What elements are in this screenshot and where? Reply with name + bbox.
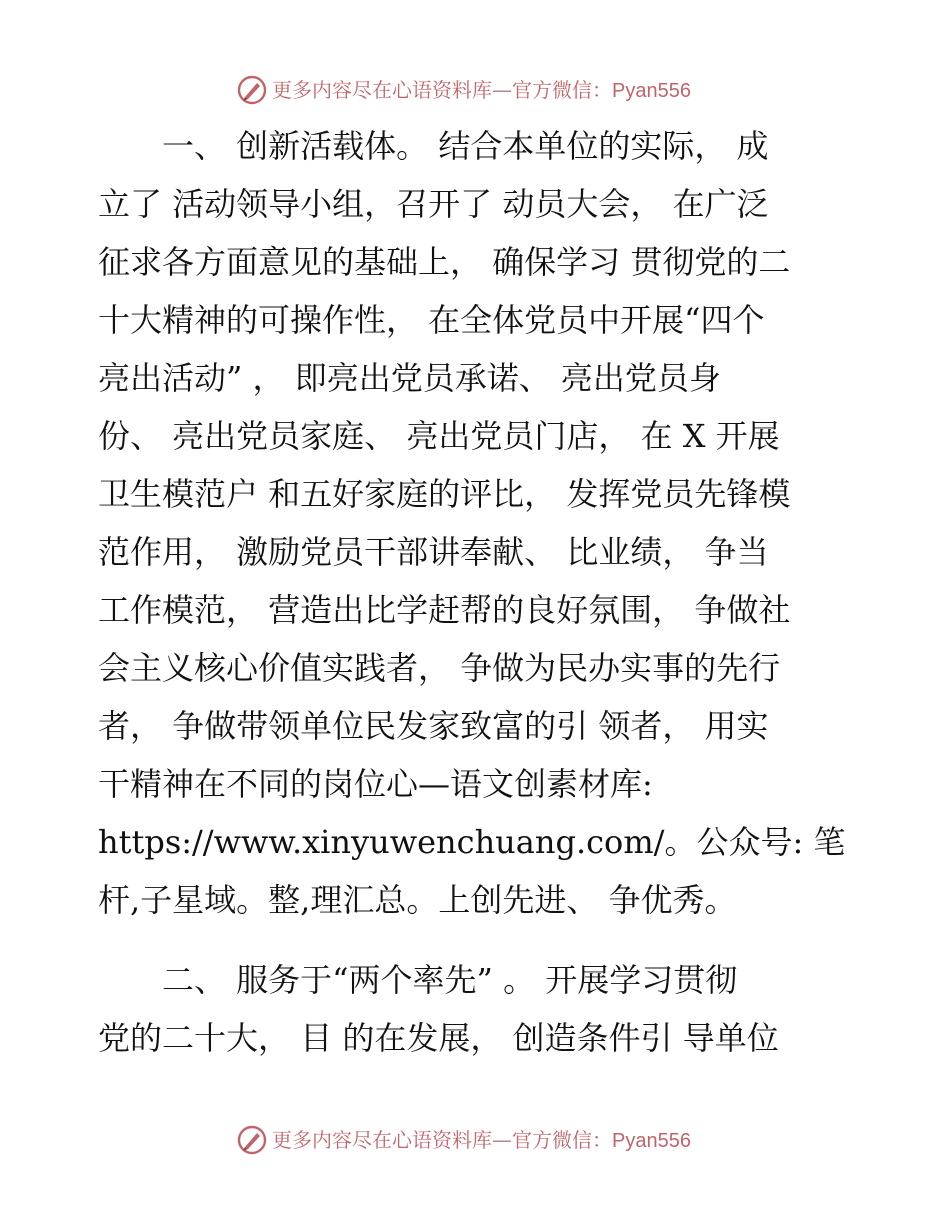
paragraph-line: https://www.xinyuwenchuang.com/。公众号: 笔 [98, 823, 846, 861]
paragraph-line: 二、 服务于“两个率先” 。 开展学习贯彻 [98, 961, 738, 999]
watermark-text: 更多内容尽在心语资料库—官方微信：Pyan556 [272, 78, 691, 102]
paragraph-line: 工作模范， 营造出比学赶帮的良好氛围， 争做社 [98, 591, 791, 629]
paragraph-line: 党的二十大， 目 的在发展， 创造条件引 导单位 [98, 1019, 779, 1057]
paragraph-line: 份、 亮出党员家庭、 亮出党员门店， 在 X 开展 [98, 417, 780, 455]
header-watermark-banner [0, 70, 950, 110]
paragraph-line: 会主义核心价值实践者， 争做为民办实事的先行 [98, 649, 781, 687]
paragraph-line: 一、 创新活载体。 结合本单位的实际， 成 [98, 127, 769, 165]
pen-logo-icon [236, 74, 268, 106]
paragraph-line: 者， 争做带领单位民发家致富的引 领者， 用实 [98, 707, 769, 745]
footer-watermark-banner [0, 1120, 950, 1160]
pen-logo-icon [236, 1124, 268, 1156]
paragraph-line: 立了 活动领导小组，召开了 动员大会， 在广泛 [98, 185, 769, 223]
paragraph-line: 征求各方面意见的基础上， 确保学习 贯彻党的二 [98, 243, 791, 281]
paragraph-line: 十大精神的可操作性， 在全体党员中开展“四个 [98, 301, 765, 339]
paragraph-line: 范作用， 激励党员干部讲奉献、 比业绩， 争当 [98, 533, 769, 571]
paragraph-line: 干精神在不同的岗位心—语文创素材库: [98, 765, 653, 803]
watermark-text: 更多内容尽在心语资料库—官方微信：Pyan556 [272, 1128, 691, 1152]
paragraph-line: 杆,子星域。整,理汇总。上创先进、 争优秀。 [98, 881, 737, 919]
paragraph-line: 卫生模范户 和五好家庭的评比， 发挥党员先锋模 [98, 475, 791, 513]
paragraph-line: 亮出活动” ， 即亮出党员承诺、 亮出党员身 [98, 359, 721, 397]
